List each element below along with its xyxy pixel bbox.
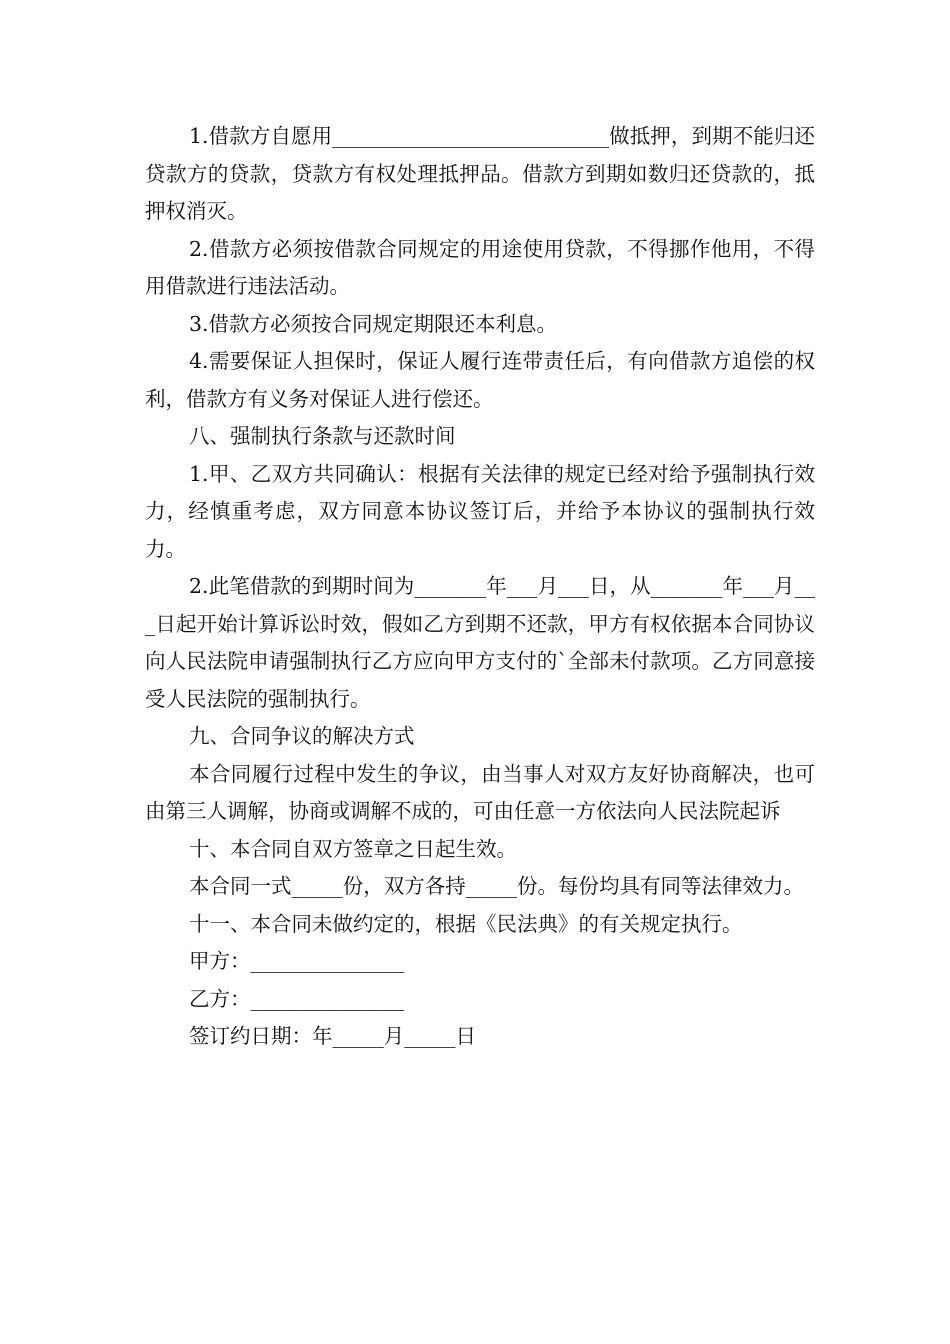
paragraph-loan-usage: 2.借款方必须按借款合同规定的用途使用贷款，不得挪作他用，不得用借款进行违法活动。 (145, 236, 815, 298)
paragraph-copies: 本合同一式_____份，双方各持_____份。每份均具有同等法律效力。 (189, 874, 804, 898)
document-body (145, 118, 815, 1056)
paragraph-guarantor: 4.需要保证人担保时，保证人履行连带责任后，有向借款方追偿的权利，借款方有义务对保证人进行偿还。 (145, 349, 815, 411)
section-heading-civil-code: 十一、本合同未做约定的，根据《民法典》的有关规定执行。 (189, 911, 743, 936)
section-heading-dispute: 九、合同争议的解决方式 (189, 724, 415, 748)
signature-party-b: 乙方：_______________ (189, 986, 405, 1011)
paragraph-due-date: 2.此笔借款的到期时间为_______年___月___日，从_______年___月___日起开始计算诉讼时效，假如乙方到期不还款，甲方有权依据本合同协议向人民法院申请强制执行乙方应向甲方支付的`全部未付款项。乙方同意接受人民法院的强制执行。 (145, 574, 815, 711)
section-heading-enforcement: 八、强制执行条款与还款时间 (189, 424, 456, 448)
paragraph-dispute-resolution: 本合同履行过程中发生的争议，由当事人对双方友好协商解决，也可由第三人调解，协商或调解不成的，可由任意一方依法向人民法院起诉 (145, 761, 815, 823)
section-heading-effective: 十、本合同自双方签章之日起生效。 (189, 836, 517, 861)
paragraph-repayment-term: 3.借款方必须按合同规定期限还本利息。 (189, 311, 558, 336)
paragraph-mortgage-clause: 1.借款方自愿用___________________________做抵押，到期不能归还贷款方的贷款，贷款方有权处理抵押品。借款方到期如数归还贷款的，抵押权消灭。 (145, 124, 815, 223)
signature-party-a: 甲方：_______________ (189, 949, 405, 973)
paragraph-enforcement-confirmation: 1.甲、乙双方共同确认：根据有关法律的规定已经对给予强制执行效力，经慎重考虑，双方同意本协议签订后，并给予本协议的强制执行效力。 (145, 461, 815, 561)
signing-date: 签订约日期：年_____月_____日 (189, 1024, 476, 1048)
